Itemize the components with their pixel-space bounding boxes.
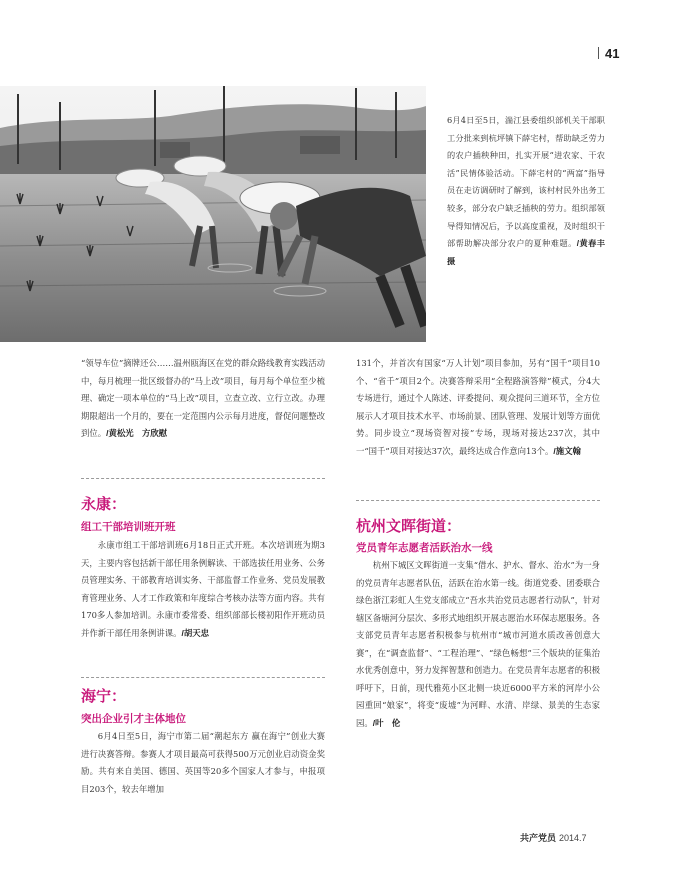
hangzhou-text: 杭州下城区文晖街道一支集“借水、护水、督水、治水”为一身的党员青年志愿者队伍，活跃在治水第一线。街道党委、团委联合绿色浙江彩虹人生党支部成立“吾水共治党员志愿者行动队”，针对辖区备塘河分层次、多形式地组织开展志愿治水环保志愿服务。各支部党员青年志愿者积极参与杭州市“城市河道水质改善创意大赛”，在“调查监督”、“工程治理”、“绿色畅想”三个版块的征集治水优秀创意中，努力发挥智慧和创造力。在党员青年志愿者的积极呼吁下，日前，现代雅苑小区北侧一块近6000平方米的河岸小公园重回“娘家”，将变“废墟”为河畔、水清、岸绿、景美的生态家园。	[356, 560, 600, 728]
hangzhou-heading: 杭州文晖街道：	[356, 518, 462, 535]
yongkang-article	[81, 537, 325, 642]
haining-text: 6月4日至5日，海宁市第二届“潮起东方 赢在海宁”创业大赛进行决赛答辩。参赛人才项目最高可获得500万元创业启动资金奖励。共有来自美国、德国、英国等20多个国家人才参与，申报项目203个，较去年增加	[81, 731, 325, 794]
yongkang-heading: 永康：	[81, 496, 127, 513]
hangzhou-subtitle: 党员青年志愿者活跃治水一线	[356, 542, 493, 554]
left-divider-2	[81, 677, 325, 678]
right-divider	[356, 500, 600, 501]
issue-date: 2014.7	[559, 833, 587, 843]
yongkang-credit: /胡天忠	[181, 627, 209, 638]
magazine-name: 共产党员	[520, 834, 557, 844]
haining-continued-text: 131个，并首次有国家“万人计划”项目参加，另有“国千”项目10个、“省千”项目2个。决赛答辩采用“全程路演答辩”模式，分4大专场进行，通过个人陈述、评委提问、观众提问三道环节，全方位展示人才项目技术水平、市场前景、团队管理、发展计划等方面优势。同步设立“现场资智对接”专场，现场对接达237次，其中一“国千”项目对接达37次，最终达成合作意向13个。	[356, 358, 600, 456]
rice-planting-photo	[0, 86, 426, 342]
left-divider-1	[81, 478, 325, 479]
haining-heading: 海宁：	[81, 688, 127, 705]
page-footer	[520, 831, 587, 844]
photo-credit: /黄春丰 摄	[447, 239, 605, 266]
hangzhou-article	[356, 557, 600, 732]
photo-caption-text: 6月4日至5日，湍江县委组织部机关干部职工分批来到杭坪镇下薛宅村，帮助缺乏劳力的农户插秧种田，扎实开展“进农家、干农活”民情体验活动。下薛宅村的“两富”指导员在走访调研时了解到，该村村民外出务工较多，部分农户缺乏插秧的劳力。组织部领导得知情况后，予以高度重视，及时组织干部帮助解决部分农户的夏种难题。	[447, 115, 605, 249]
intro-article	[81, 355, 325, 443]
photo-caption	[447, 112, 605, 270]
yongkang-subtitle: 组工干部培训班开班	[81, 521, 176, 533]
haining-subtitle: 突出企业引才主体地位	[81, 713, 186, 725]
haining-continued-article	[356, 355, 600, 460]
hangzhou-credit: /叶 伦	[372, 717, 401, 728]
yongkang-text: 永康市组工干部培训班6月18日正式开班。本次培训班为期3天，主要内容包括新干部任用条例解读、干部选拔任用业务、公务员管理实务、干部教育培训实务、干部监督工作业务、党员发展教育管理业务、人才工作政策和年度综合考核办法等方面内容。共有170多人参加培训。永康市委常委、组织部部长楼初阳作开班动员并作新干部任用条例讲课。	[81, 540, 325, 638]
page-number: 41	[598, 46, 619, 61]
haining-credit: /施文翰	[553, 445, 581, 456]
photo-illustration	[0, 86, 426, 342]
haining-article	[81, 728, 325, 798]
intro-credit: /黄松光 方欣慰	[106, 428, 168, 438]
intro-text: “领导车位”摘牌还公……温州瓯海区在党的群众路线教育实践活动中，每月梳理一批区级督办的“马上改”项目，每月每个单位至少梳理、确定一项本单位的“马上改”项目，立查立改、立行立改。办理期限超出一个月的，要在一定范围内公示每月进度，督促问题整改到位。	[81, 358, 325, 438]
